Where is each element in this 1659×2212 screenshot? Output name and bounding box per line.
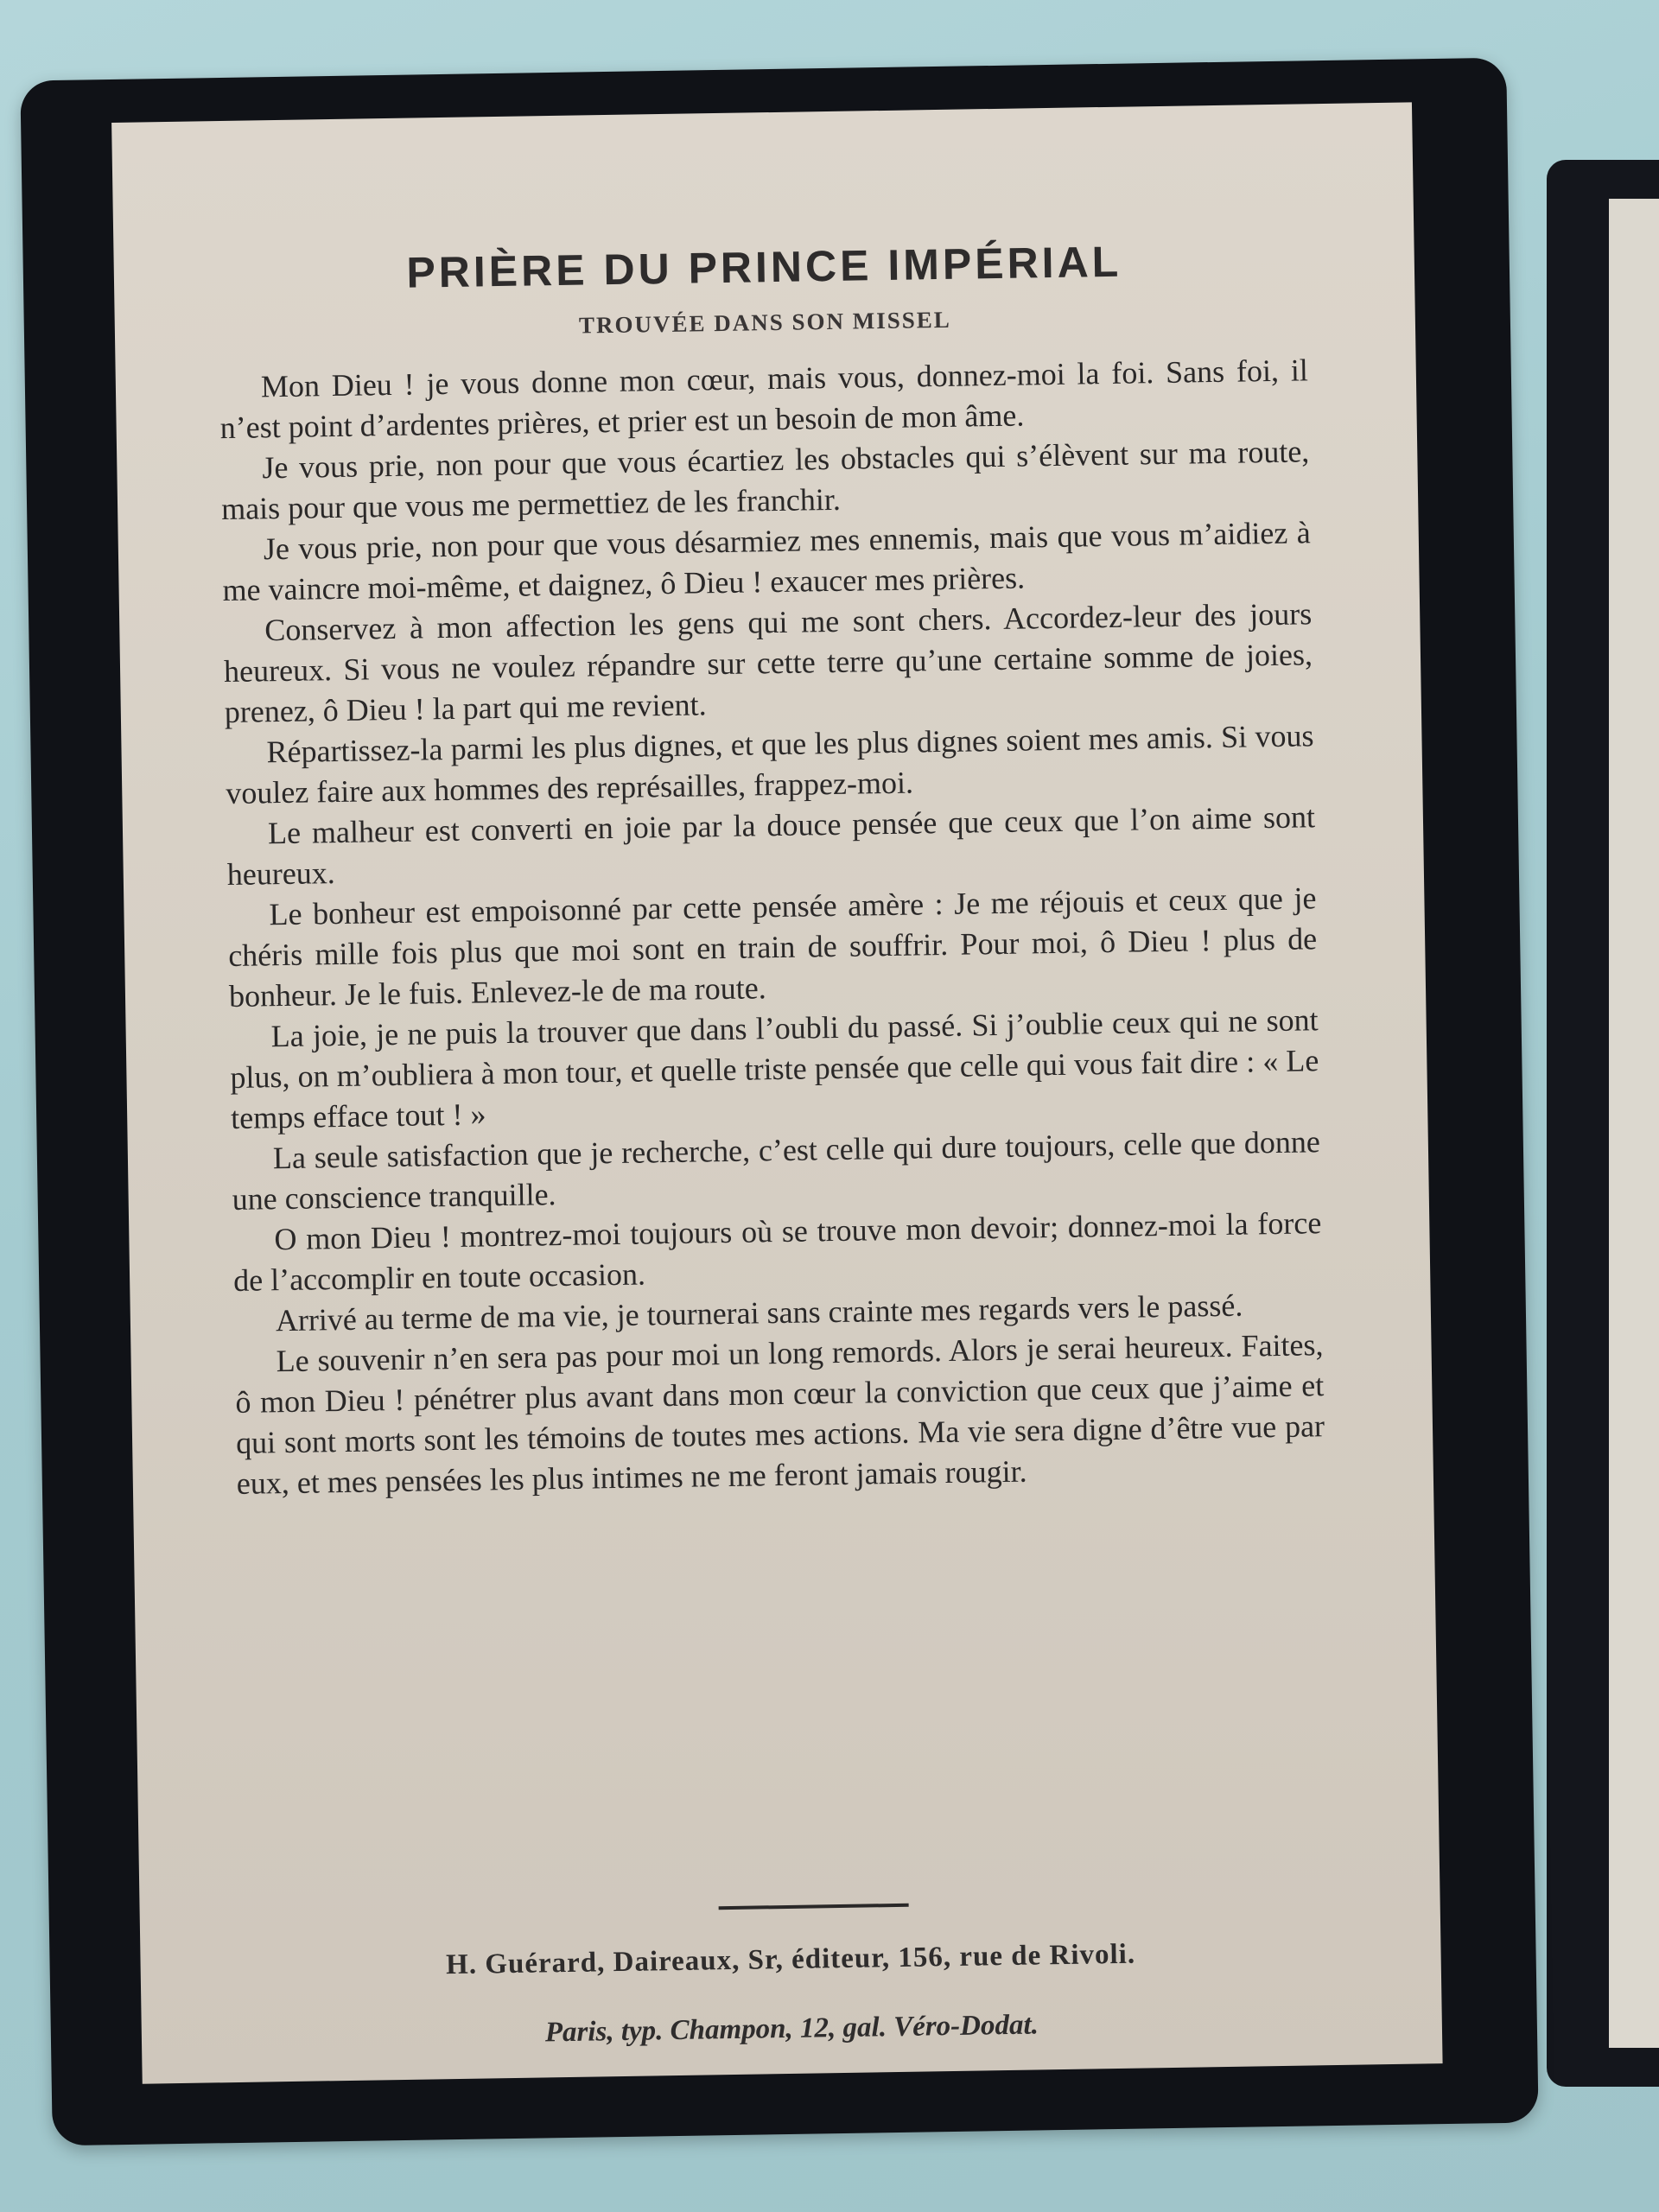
- prayer-paragraph: La joie, je ne puis la trouver que dans l’oubli du passé. Si j’oublie ceux qui ne sont plus, on m’oubliera à mon tour, et quelle triste pensée que celle qui vous fait dire : « Le temps efface tout ! »: [230, 1002, 1319, 1135]
- printer-line: Paris, typ. Champon, 12, gal. Véro-Dodat.: [544, 2009, 1039, 2049]
- prayer-paragraph: Le malheur est converti en joie par la douce pensée que ceux que l’on aime sont heureux.: [226, 799, 1316, 893]
- prayer-paragraph: O mon Dieu ! montrez-moi toujours où se trouve mon devoir; donnez-moi la force de l’accomplir en toute occasion.: [232, 1205, 1322, 1298]
- prayer-subtitle: TROUVÉE DANS SON MISSEL: [578, 306, 951, 339]
- prayer-paragraph: Je vous prie, non pour que vous désarmiez mes ennemis, mais que vous m’aidiez à me vaincre moi-même, et daignez, ô Dieu ! exaucer mes prières.: [222, 515, 1312, 608]
- prayer-paragraph: Arrivé au terme de ma vie, je tournerai sans crainte mes regards vers le passé.: [275, 1287, 1243, 1338]
- prayer-paragraph: Mon Dieu ! je vous donne mon cœur, mais vous, donnez-moi la foi. Sans foi, il n’est point d’ardentes prières, et prier est un besoin de mon âme.: [219, 353, 1309, 446]
- publisher-line: H. Guérard, Daireaux, Sr, éditeur, 156, rue de Rivoli.: [445, 1938, 1136, 1981]
- prayer-title: PRIÈRE DU PRINCE IMPÉRIAL: [406, 237, 1122, 297]
- card-paper: [111, 102, 1442, 2083]
- prayer-paragraph: Le bonheur est empoisonné par cette pensée amère : Je me réjouis et ceux que je chéris mille fois plus que moi sont en train de souffrir. Pour moi, ô Dieu ! plus de bonheur. Je le fuis. Enlevez-le de ma route.: [227, 880, 1318, 1014]
- prayer-paragraph: Conservez à mon affection les gens qui me sont chers. Accordez-leur des jours heureux. Si vous ne voulez répandre sur cette terre qu’une certaine somme de joies, prenez, ô Dieu ! la part qui me revient.: [223, 596, 1313, 730]
- mourning-card: [20, 58, 1538, 2146]
- prayer-text: [219, 350, 1326, 1504]
- adjacent-card-paper: [1609, 199, 1659, 2048]
- divider-rule: [719, 1904, 909, 1910]
- prayer-paragraph: Je vous prie, non pour que vous écartiez les obstacles qui s’élèvent sur ma route, mais pour que vous me permettiez de les franchir.: [220, 434, 1310, 527]
- prayer-paragraph: Le souvenir n’en sera pas pour moi un long remords. Alors je serai heureux. Faites, ô mon Dieu ! pénétrer plus avant dans mon cœur la conviction que ceux que j’aime et qui sont morts sont les témoins de toutes mes actions. Ma vie sera digne d’être vue par eux, et mes pensées les plus intimes ne me feront jamais rougir.: [235, 1327, 1325, 1501]
- prayer-paragraph: Répartissez-la parmi les plus dignes, et que les plus dignes soient mes amis. Si vous voulez faire aux hommes des représailles, frappez-moi.: [225, 718, 1314, 811]
- prayer-paragraph: La seule satisfaction que je recherche, c’est celle qui dure toujours, celle que donne une conscience tranquille.: [232, 1124, 1321, 1217]
